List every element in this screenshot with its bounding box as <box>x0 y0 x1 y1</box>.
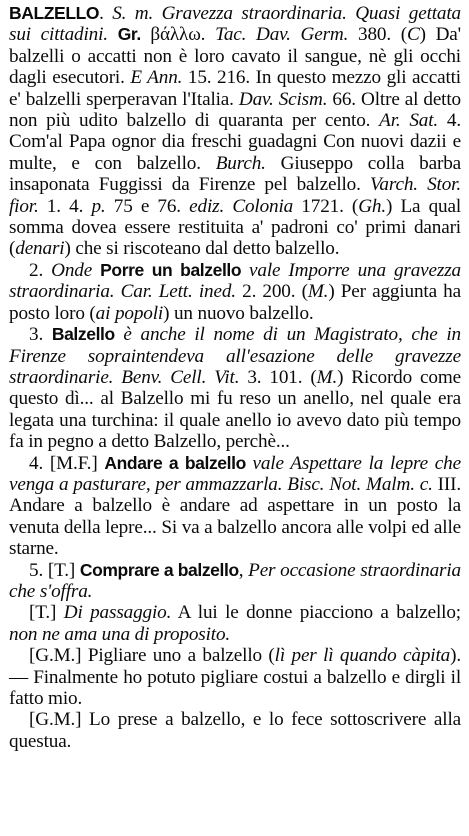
text-run: ) un nuovo balzello. <box>163 302 314 324</box>
text-run: 66. Oltre al detto non più udito balzello di quaranta per cento. <box>9 88 461 132</box>
text-run: lì per lì quando càpita <box>274 645 451 667</box>
text-run: 4. [M.F.] <box>29 452 105 474</box>
text-run: p. <box>91 195 106 217</box>
text-run: [T.] <box>29 602 64 624</box>
text-run: , <box>238 559 249 581</box>
text-run: A lui le donne piacciono a balzello; <box>171 602 461 624</box>
text-run: 2. <box>29 259 52 281</box>
text-run: Andare a balzello <box>104 452 253 473</box>
entry-sense-2 <box>9 260 461 324</box>
text-run: Burch. <box>215 152 266 174</box>
text-run: [G.M.] Pigliare uno a balzello ( <box>29 645 275 667</box>
text-run: Dav. Scism. <box>238 88 328 110</box>
text-run: 1. 4. <box>38 195 92 217</box>
entry-sense-4 <box>9 453 461 560</box>
text-run: Varch. Stor. fior. <box>9 174 462 217</box>
entry-sense-5 <box>9 560 461 603</box>
text-run: 4. Com'al Papa ognor dia freschi guadagni Con nuovi dazii e multe, e con balzello. <box>9 110 461 174</box>
text-run: M. <box>307 281 329 303</box>
text-run: denari <box>15 238 65 260</box>
text-run: ) Ricordo come questo dì... al Balzello mi fu reso un anello, nel quale era legata una turchina: il quale anello io avevo dato più tempo fa in pegno a detto Balzello, perchè... <box>9 366 461 453</box>
entry-sense-5-sub-2 <box>9 645 461 709</box>
text-run: M. <box>316 366 338 388</box>
entry-sense-5-sub-3 <box>9 709 461 752</box>
text-run: vale Aspettare la lepre che venga a pasturare, per ammazzarla. Bisc. Not. Malm. c. <box>9 452 461 495</box>
text-run: 15. 216. In questo mezzo gli accatti e' balzelli sperperavan l'Italia. <box>9 67 461 110</box>
text-run: Gr. <box>117 24 151 45</box>
text-run: non ne ama una di proposito. <box>9 623 231 645</box>
text-run: C <box>406 24 420 46</box>
text-run: [G.M.] Lo prese a balzello, e lo fece sottoscrivere alla questua. <box>9 709 461 752</box>
text-run: III. Andare a balzello è andare ad aspettare in un posto la venuta della lepre... Si va a balzello ancora alle volpi ed alle starne. <box>9 473 462 560</box>
text-run: βάλλω. <box>150 24 216 46</box>
text-run: Balzello <box>51 324 124 345</box>
text-run: E Ann. <box>130 67 183 89</box>
text-run: BALZELLO <box>9 3 100 23</box>
text-run: Comprare a balzello <box>79 559 239 580</box>
text-run: 5. [T.] <box>29 559 80 581</box>
text-run: ) Per aggiunta ha posto loro ( <box>9 281 461 324</box>
text-run: Tac. Dav. Germ. <box>215 24 349 46</box>
text-run: Di passaggio. <box>63 602 172 624</box>
text-run: ). — Finalmente ho potuto pigliare costui a balzello e dirgli il fatto mio. <box>9 645 461 709</box>
entry-sense-3 <box>9 324 461 452</box>
text-run: vale Imporre una gravezza straordinaria. Car. Lett. ined. <box>9 259 461 303</box>
text-run: ) La qual somma dovea essere restituita a' padroni co' primi danari ( <box>9 195 462 260</box>
text-run: S. m. Gravezza straordinaria. Quasi gettata sui cittadini. <box>9 3 461 46</box>
text-run: 3. <box>29 324 52 346</box>
text-run: 75 e 76. <box>105 195 190 217</box>
text-run: 380. ( <box>348 24 407 46</box>
text-run: 2. 200. ( <box>235 281 308 303</box>
text-run: è anche il nome di un Magistrato, che in Firenze sopraintendeva all'esazione delle gravezze straordinarie. Benv. Cell. Vit. <box>9 324 461 388</box>
text-run: ediz. Colonia <box>189 195 294 217</box>
text-run: . <box>99 3 113 24</box>
text-run: 1721. ( <box>293 195 359 217</box>
text-run: 3. 101. ( <box>239 366 317 388</box>
text-run: Ar. Sat. <box>379 110 439 132</box>
text-run: ai popoli <box>95 302 164 324</box>
text-run: ) che si riscoteano dal detto balzello. <box>64 238 340 260</box>
entry-sense-5-sub-1 <box>9 602 461 645</box>
text-run: Onde <box>51 259 101 281</box>
entry-definition-main <box>9 3 461 260</box>
text-run: Porre un balzello <box>100 259 250 280</box>
text-run: Giuseppo colla barba insaponata Fuggissi da Firenze pel balzello. <box>9 152 462 196</box>
text-run: Per occasione straordinaria che s'offra. <box>9 559 461 602</box>
text-run: ) Da' balzelli o accatti non è loro cavato il sangue, nè gli occhi dagli esecutori. <box>9 24 461 89</box>
text-run: Gh. <box>358 195 386 217</box>
